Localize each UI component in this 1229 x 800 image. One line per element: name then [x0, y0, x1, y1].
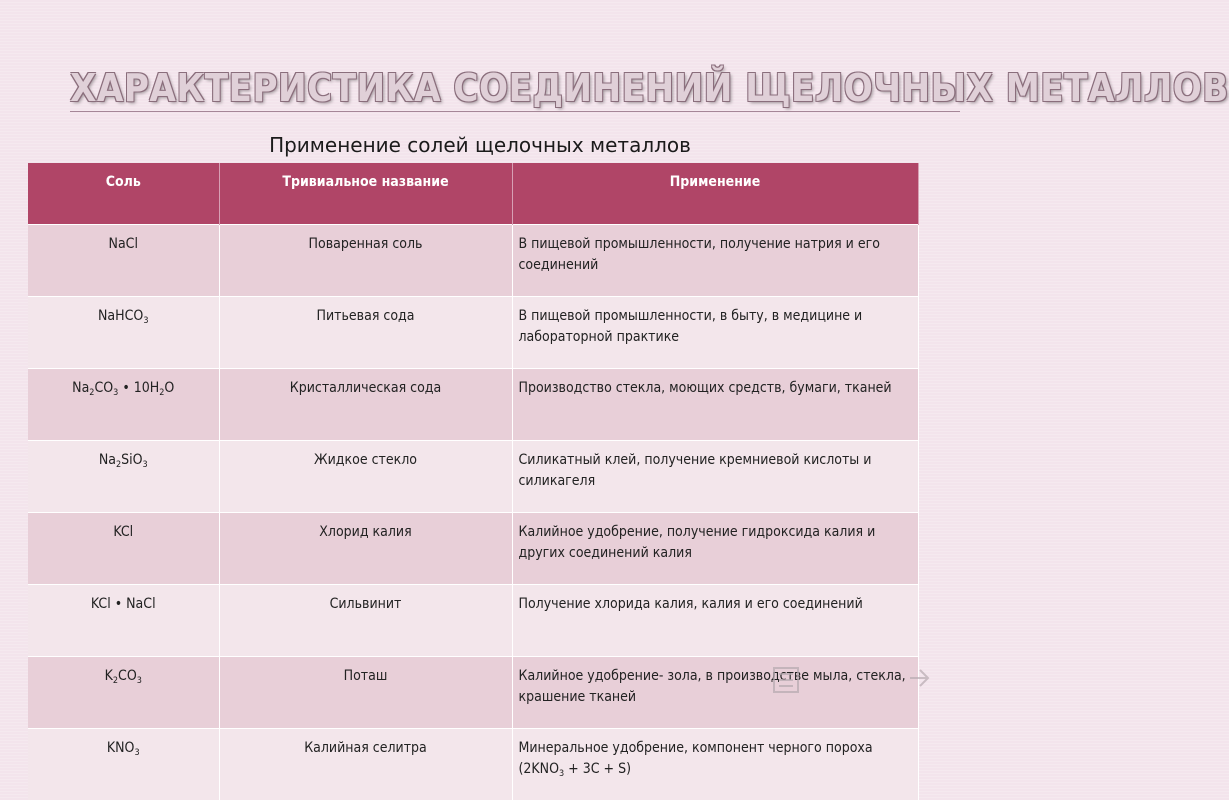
slide-title: ХАРАКТЕРИСТИКА СОЕДИНЕНИЙ ЩЕЛОЧНЫХ МЕТАЛЛОВ [70, 66, 930, 110]
trivial-name: Хлорид калия [219, 513, 512, 585]
salt-formula: KCl [28, 513, 219, 585]
table-row [28, 297, 918, 369]
application: Производство стекла, моющих средств, бумаги, тканей [512, 369, 918, 441]
table-row [28, 225, 918, 297]
salt-formula: $K_2CO_3$ [28, 657, 219, 729]
application: В пищевой промышленности, в быту, в медицине и лабораторной практике [512, 297, 918, 369]
watermark-logo [770, 660, 940, 700]
salt-formula: $Na_2SiO_3$ [28, 441, 219, 513]
salt-formula: $Na_2CO_3$ • $10H_2O$ [28, 369, 219, 441]
application: Минеральное удобрение, компонент черного пороха $(2KNO_3 + 3C + S)$ [512, 729, 918, 800]
salt-formula: $KNO_3$ [28, 729, 219, 800]
table-row [28, 729, 918, 800]
salt-formula: NaHCO$_3$ [28, 297, 219, 369]
table-row [28, 585, 918, 657]
table-header-row [28, 163, 918, 225]
trivial-name: Жидкое стекло [219, 441, 512, 513]
application: В пищевой промышленности, получение натрия и его соединений [512, 225, 918, 297]
table-row [28, 369, 918, 441]
header-salt: Соль [28, 163, 219, 225]
trivial-name: Калийная селитра [219, 729, 512, 800]
table-row [28, 441, 918, 513]
trivial-name: Кристаллическая сода [219, 369, 512, 441]
application: Получение хлорида калия, калия и его соединений [512, 585, 918, 657]
trivial-name: Сильвинит [219, 585, 512, 657]
table-row [28, 513, 918, 585]
title-divider [70, 111, 960, 112]
application: Калийное удобрение, получение гидроксида калия и других соединений калия [512, 513, 918, 585]
trivial-name: Поваренная соль [219, 225, 512, 297]
salt-formula: KCl • NaCl [28, 585, 219, 657]
salts-table [28, 163, 919, 800]
table-caption: Применение солей щелочных металлов [0, 133, 960, 157]
trivial-name: Питьевая сода [219, 297, 512, 369]
application: Калийное удобрение- зола, в производстве мыла, стекла, крашение тканей [512, 657, 918, 729]
trivial-name: Поташ [219, 657, 512, 729]
header-application: Применение [512, 163, 918, 225]
application: Силикатный клей, получение кремниевой кислоты и силикагеля [512, 441, 918, 513]
salt-formula: NaCl [28, 225, 219, 297]
header-trivial-name: Тривиальное название [219, 163, 512, 225]
